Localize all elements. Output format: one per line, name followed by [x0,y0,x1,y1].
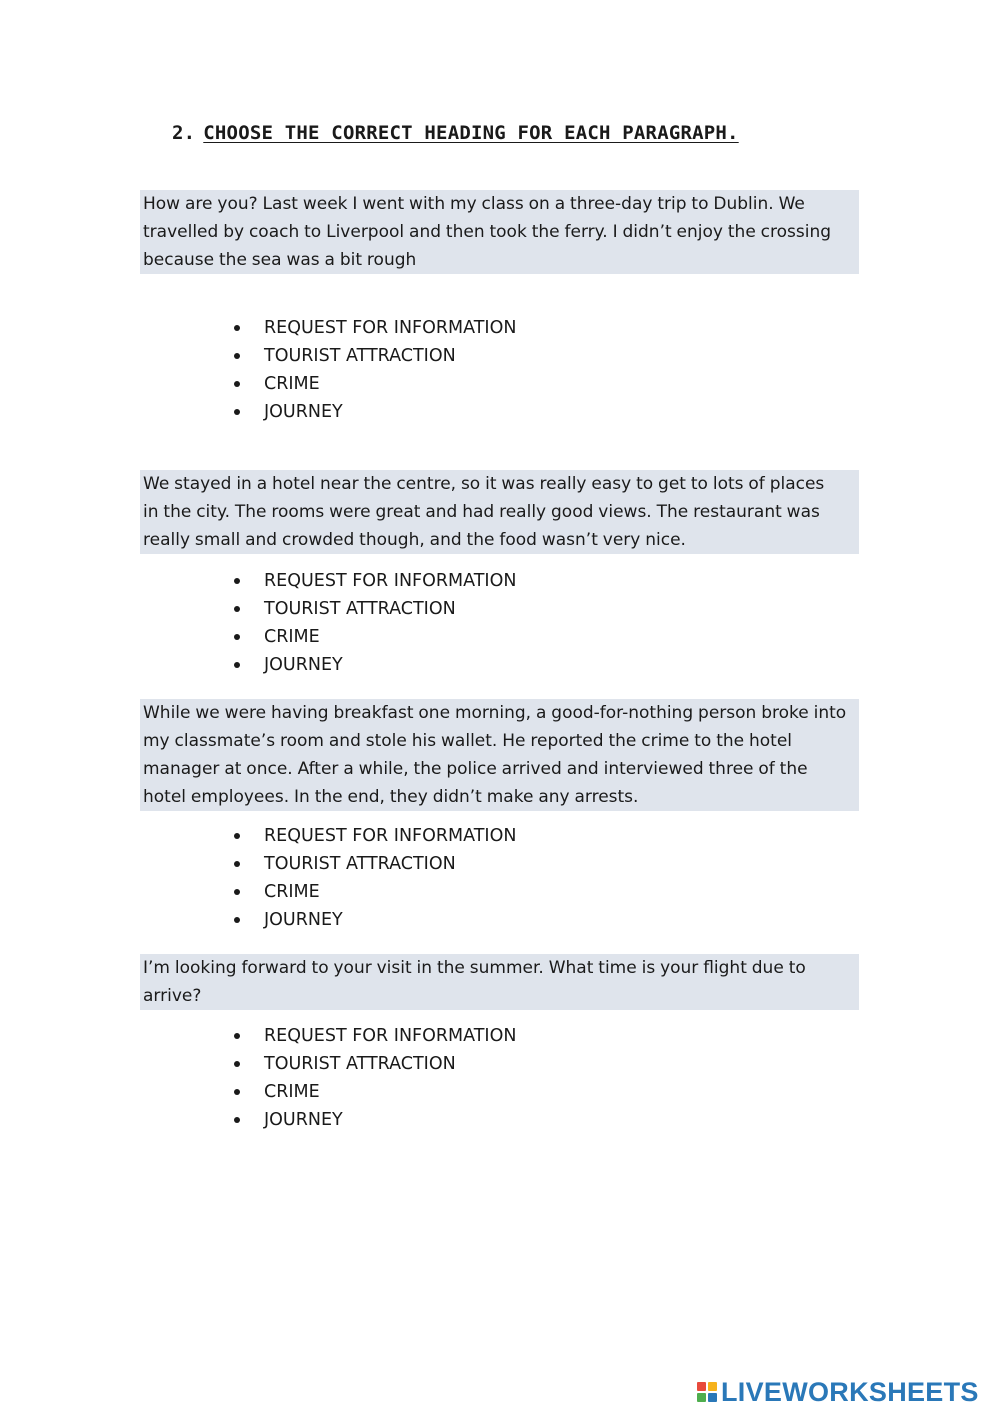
option-crime[interactable] [232,623,516,651]
bullet-icon [234,1033,240,1039]
paragraph-line: really small and crowded though, and the food wasn’t very nice. [143,530,686,550]
logo-tile [708,1382,717,1391]
liveworksheets-brand [697,1377,979,1407]
bullet-icon [234,381,240,387]
paragraph-line: hotel employees. In the end, they didn’t make any arrests. [143,787,639,807]
option-label: REQUEST FOR INFORMATION [264,571,517,591]
bullet-icon [234,578,240,584]
bullet-icon [234,1117,240,1123]
bullet-icon [234,606,240,612]
paragraph-line: because the sea was a bit rough [143,250,417,270]
option-label: REQUEST FOR INFORMATION [264,1026,517,1046]
exercise-heading [172,122,739,144]
paragraph-line: my classmate’s room and stole his wallet. He reported the crime to the hotel [143,731,793,751]
paragraph-line: travelled by coach to Liverpool and then took the ferry. I didn’t enjoy the crossing [143,222,832,242]
option-request-for-information[interactable] [232,1022,516,1050]
brand-text: LIVEWORKSHEETS [721,1377,979,1407]
bullet-icon [234,917,240,923]
heading-options-1 [232,314,516,426]
option-label: REQUEST FOR INFORMATION [264,826,517,846]
option-tourist-attraction[interactable] [232,342,516,370]
paragraph-1 [140,190,859,274]
option-label: CRIME [264,1082,320,1102]
exercise-number: 2. [172,122,196,144]
exercise-title: CHOOSE THE CORRECT HEADING FOR EACH PARAGRAPH. [203,122,739,144]
heading-options-3 [232,822,516,934]
option-label: CRIME [264,627,320,647]
bullet-icon [234,634,240,640]
bullet-icon [234,889,240,895]
logo-tile [697,1393,706,1402]
option-crime[interactable] [232,370,516,398]
option-tourist-attraction[interactable] [232,595,516,623]
paragraph-line: manager at once. After a while, the police arrived and interviewed three of the [143,759,808,779]
paragraph-line: We stayed in a hotel near the centre, so it was really easy to get to lots of places [143,474,825,494]
option-journey[interactable] [232,651,516,679]
option-label: JOURNEY [264,655,343,675]
bullet-icon [234,353,240,359]
paragraph-3 [140,699,859,811]
option-tourist-attraction[interactable] [232,850,516,878]
bullet-icon [234,833,240,839]
bullet-icon [234,861,240,867]
paragraph-4 [140,954,859,1010]
option-tourist-attraction[interactable] [232,1050,516,1078]
option-label: JOURNEY [264,1110,343,1130]
bullet-icon [234,662,240,668]
option-request-for-information[interactable] [232,314,516,342]
paragraph-line: in the city. The rooms were great and had really good views. The restaurant was [143,502,820,522]
option-journey[interactable] [232,1106,516,1134]
option-label: REQUEST FOR INFORMATION [264,318,517,338]
option-label: TOURIST ATTRACTION [264,346,456,366]
option-label: CRIME [264,374,320,394]
option-label: JOURNEY [264,402,343,422]
paragraph-line: I’m looking forward to your visit in the summer. What time is your flight due to [143,958,806,978]
heading-options-4 [232,1022,516,1134]
option-label: TOURIST ATTRACTION [264,854,456,874]
paragraph-line: arrive? [143,986,202,1006]
bullet-icon [234,1089,240,1095]
paragraph-2 [140,470,859,554]
option-request-for-information[interactable] [232,567,516,595]
option-journey[interactable] [232,398,516,426]
heading-options-2 [232,567,516,679]
option-label: TOURIST ATTRACTION [264,1054,456,1074]
bullet-icon [234,409,240,415]
liveworksheets-logo-icon [697,1382,717,1402]
bullet-icon [234,325,240,331]
option-label: TOURIST ATTRACTION [264,599,456,619]
option-label: CRIME [264,882,320,902]
option-crime[interactable] [232,1078,516,1106]
option-journey[interactable] [232,906,516,934]
logo-tile [697,1382,706,1391]
option-label: JOURNEY [264,910,343,930]
option-request-for-information[interactable] [232,822,516,850]
option-crime[interactable] [232,878,516,906]
logo-tile [708,1393,717,1402]
bullet-icon [234,1061,240,1067]
paragraph-line: How are you? Last week I went with my class on a three-day trip to Dublin. We [143,194,805,214]
paragraph-line: While we were having breakfast one morning, a good-for-nothing person broke into [143,703,847,723]
